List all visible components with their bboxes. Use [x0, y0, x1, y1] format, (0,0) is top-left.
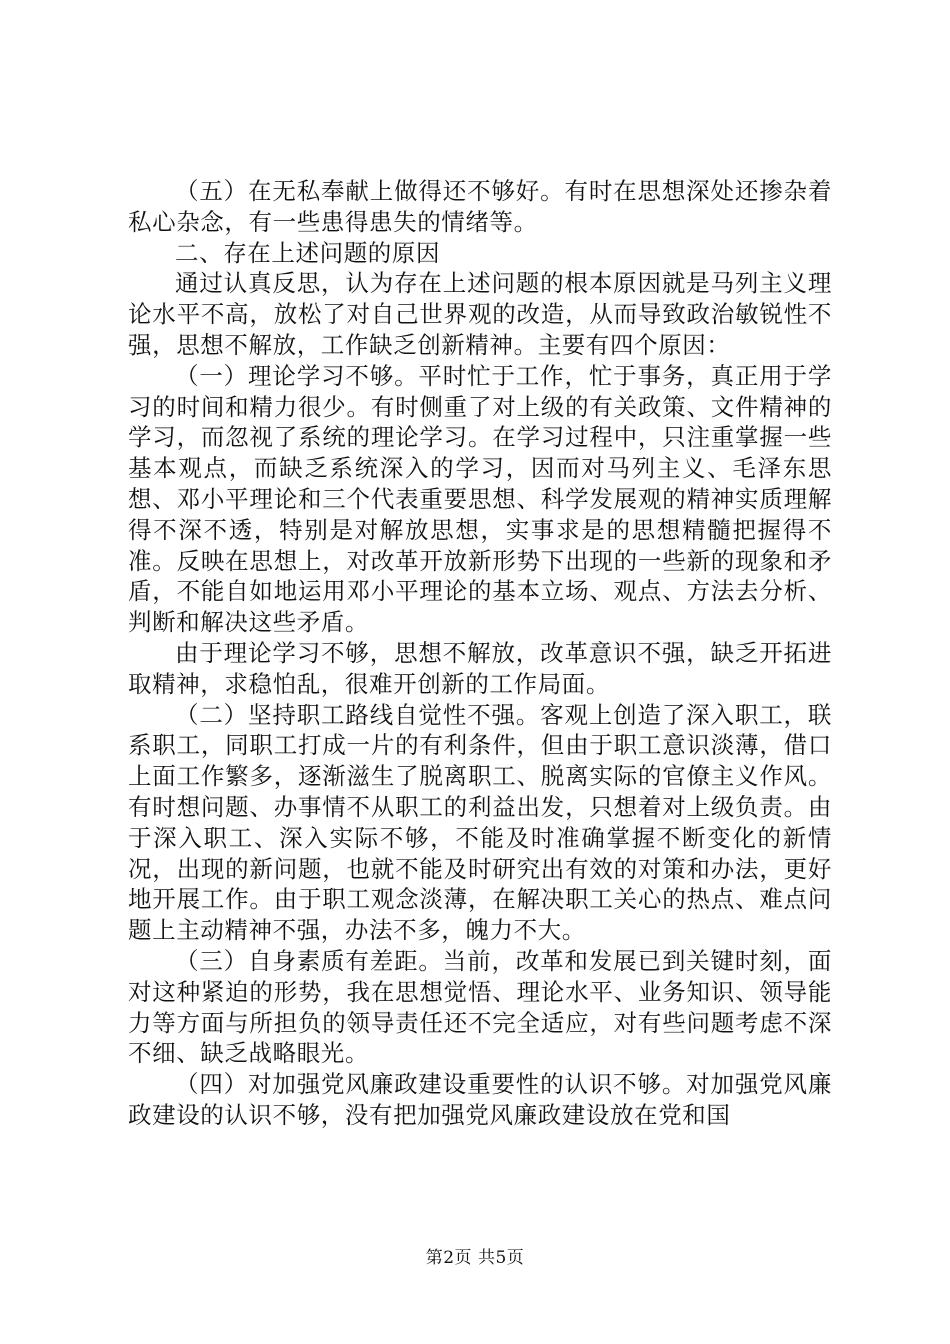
paragraph-two-worker-line: （二）坚持职工路线自觉性不强。客观上创造了深入职工，联系职工，同职工打成一片的有利条件，但由于职工意识淡薄，借口上面工作繁多，逐渐滋生了脱离职工、脱离实际的官僚主义作风。有时想问题、办事情不从职工的利益出发，只想着对上级负责。由于深入职工、深入实际不够，不能及时准确掌握不断变化的新情况，出现的新问题，也就不能及时研究出有效的对策和办法，更好地开展工作。由于职工观念淡薄，在解决职工关心的热点、难点问题上主动精神不强，办法不多，魄力不大。 [128, 700, 832, 945]
paragraph-five-selfless-dedication: （五）在无私奉献上做得还不够好。有时在思想深处还掺杂着私心杂念，有一些患得患失的情绪等。 [128, 177, 832, 236]
paragraph-one-theory-study: （一）理论学习不够。平时忙于工作，忙于事务，真正用于学习的时间和精力很少。有时侧重了对上级的有关政策、文件精神的学习，而忽视了系统的理论学习。在学习过程中，只注重掌握一些基本观点，而缺乏系统深入的学习，因而对马列主义、毛泽东思想、邓小平理论和三个代表重要思想、科学发展观的精神实质理解得不深不透，特别是对解放思想，实事求是的思想精髓把握得不准。反映在思想上，对改革开放新形势下出现的一些新的现象和矛盾，不能自如地运用邓小平理论的基本立场、观点、方法去分析、判断和解决这些矛盾。 [128, 361, 832, 637]
page-footer: 第2页 共5页 [425, 1248, 525, 1268]
paragraph-theory-consequence: 由于理论学习不够，思想不解放，改革意识不强，缺乏开拓进取精神，求稳怕乱，很难开创新的工作局面。 [128, 638, 832, 698]
paragraph-three-self-quality: （三）自身素质有差距。当前，改革和发展已到关键时刻，面对这种紧迫的形势，我在思想觉悟、理论水平、业务知识、领导能力等方面与所担负的领导责任还不完全适应，对有些问题考虑不深不细、缺乏战略眼光。 [128, 946, 832, 1068]
document-body [128, 176, 832, 1131]
section-heading-causes: 二、存在上述问题的原因 [175, 238, 441, 267]
paragraph-four-party-integrity: （四）对加强党风廉政建设重要性的认识不够。对加强党风廉政建设的认识不够，没有把加强党风廉政建设放在党和国 [128, 1070, 832, 1129]
paragraph-reflection-summary: 通过认真反思，认为存在上述问题的根本原因就是马列主义理论水平不高，放松了对自己世界观的改造，从而导致政治敏锐性不强，思想不解放，工作缺乏创新精神。主要有四个原因： [128, 269, 832, 359]
